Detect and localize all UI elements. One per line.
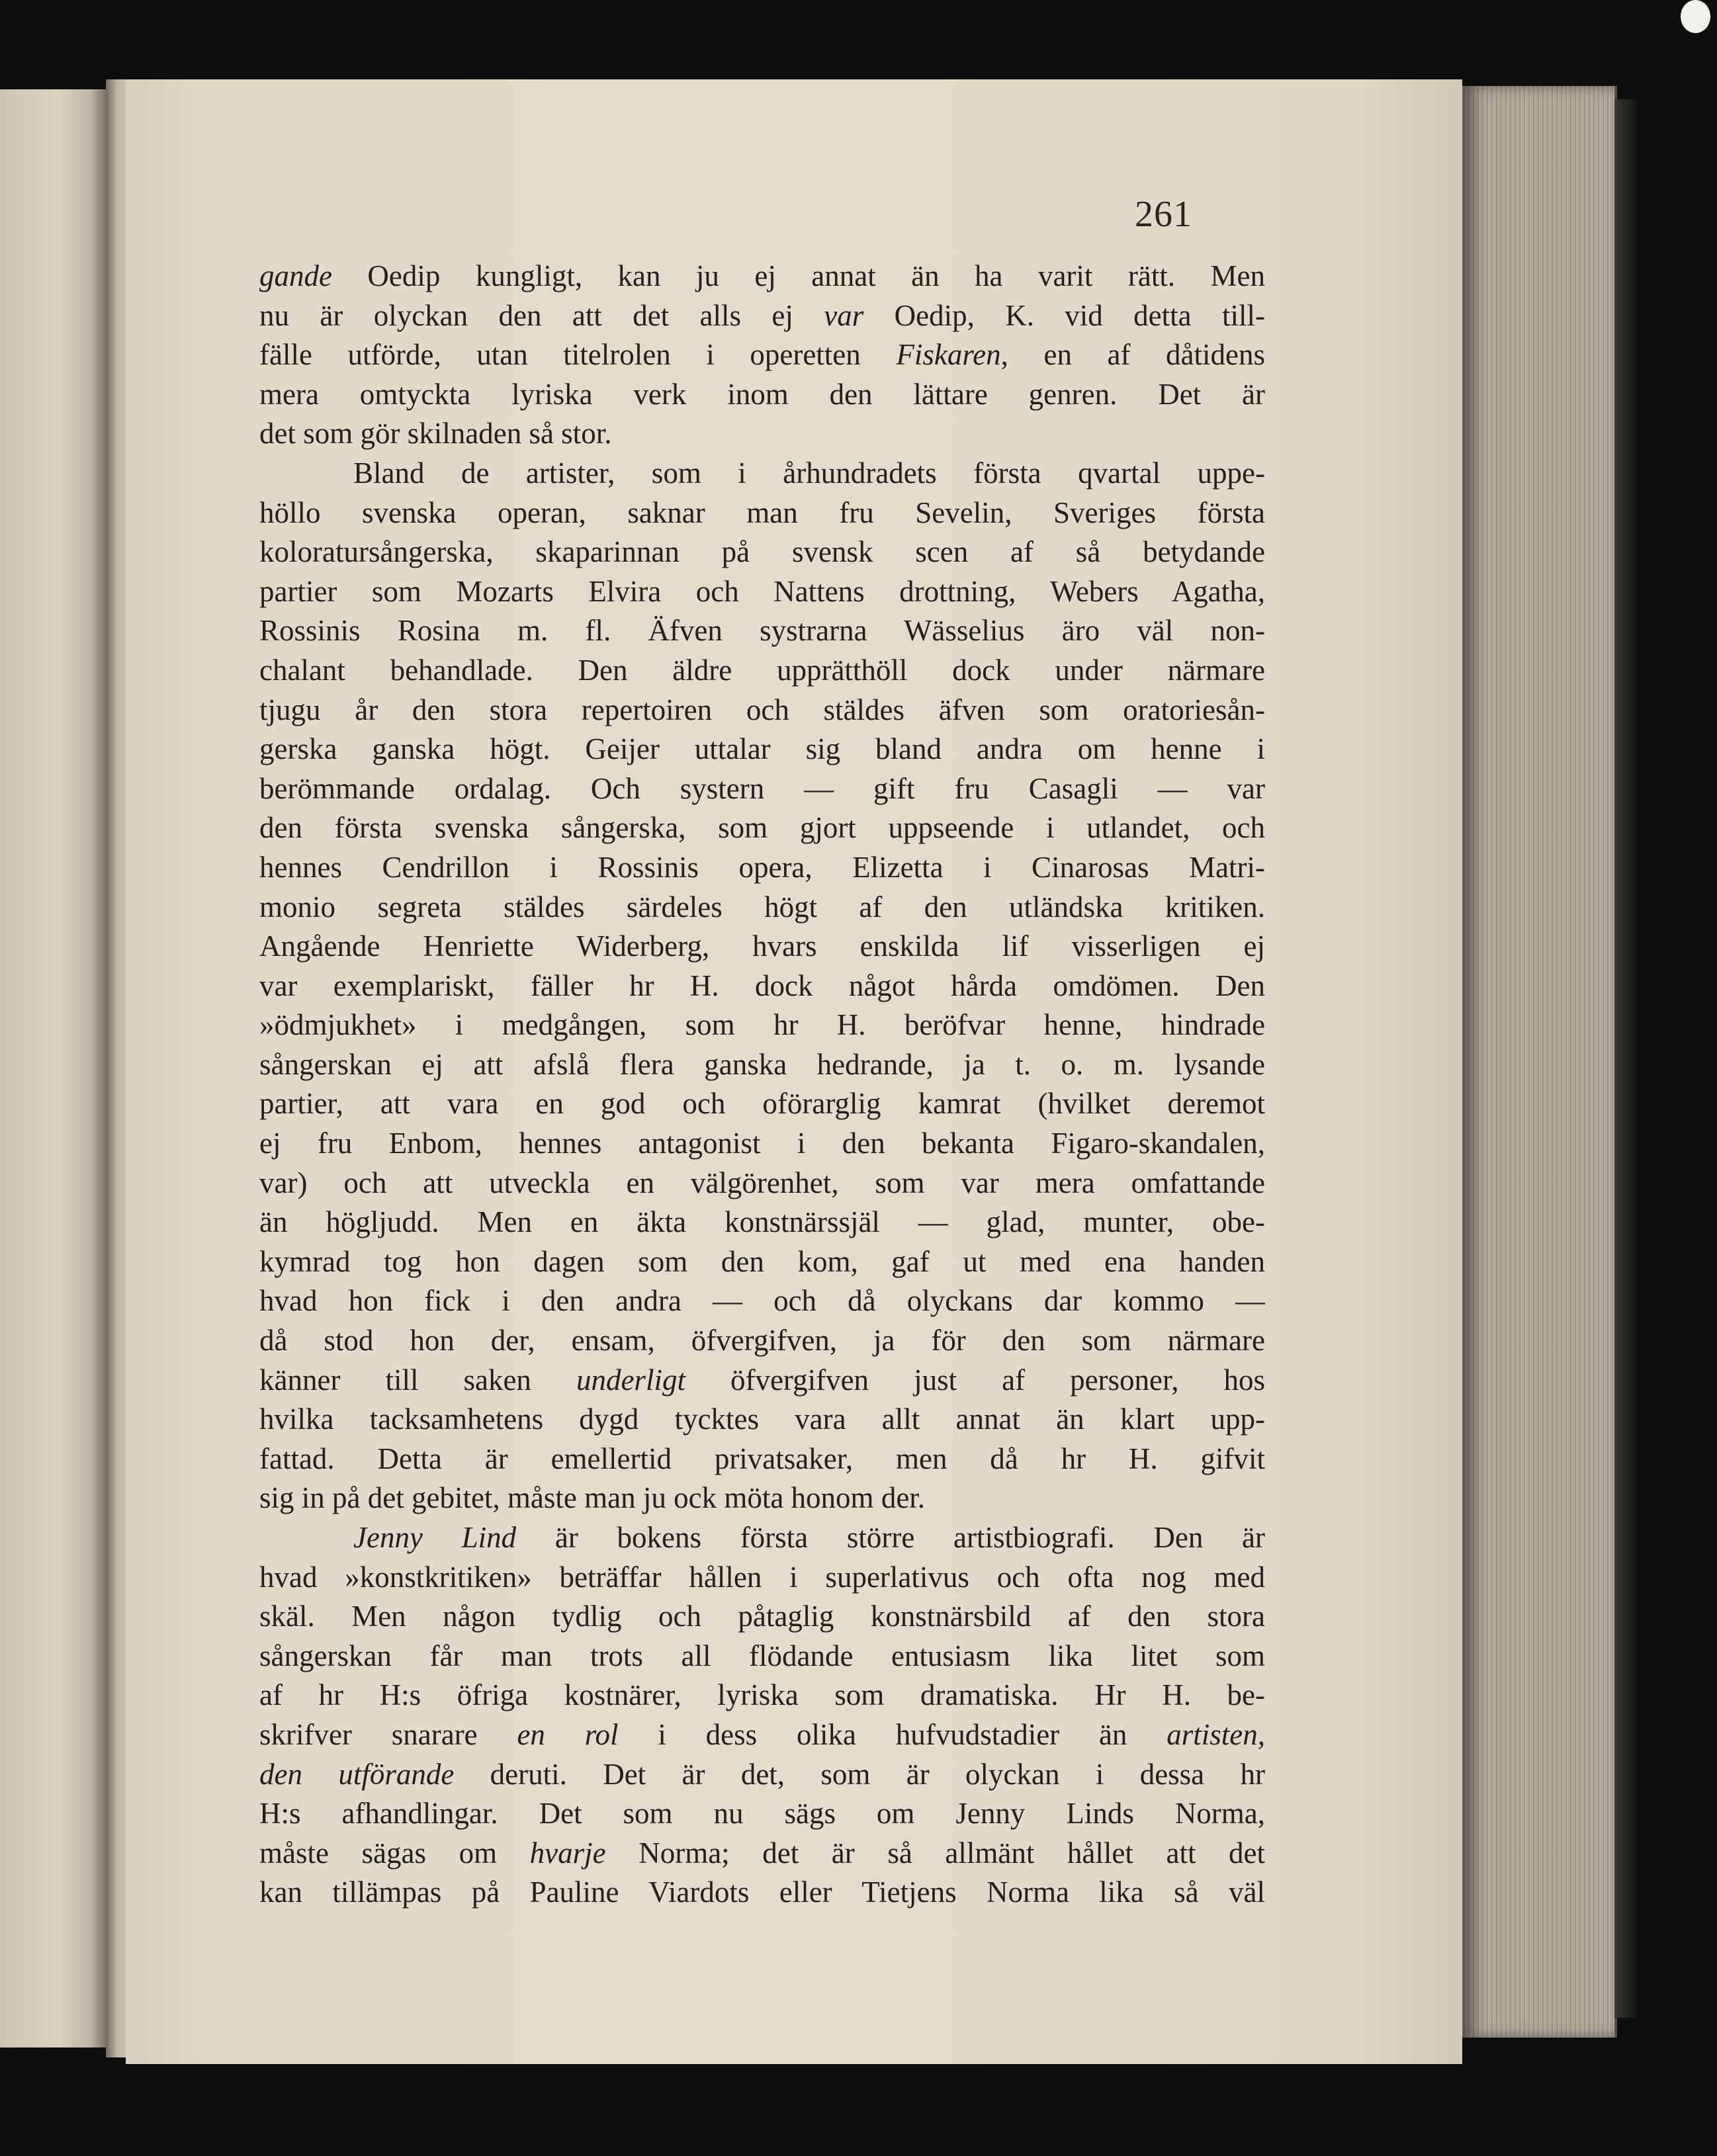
text-span: Oedip, K. vid detta till-: [863, 298, 1265, 332]
italic-text: en rol: [517, 1717, 619, 1751]
text-span: fälle utförde, utan titelrolen i operetten: [259, 338, 897, 372]
text-span: höllo svenska operan, saknar man fru Sevelin, Sveriges första: [259, 496, 1265, 529]
text-line: [259, 572, 1265, 612]
text-line: [259, 296, 1265, 336]
text-span: partier, att vara en god och oförarglig kamrat (hvilket deremot: [259, 1087, 1265, 1121]
text-line: [259, 494, 1265, 533]
italic-text: Fiskaren: [896, 338, 1001, 372]
text-line: [259, 414, 1265, 454]
text-span: mera omtyckta lyriska verk inom den lättare genren. Det är: [259, 377, 1265, 411]
text-line: [259, 1164, 1265, 1203]
text-line: [259, 1834, 1265, 1874]
text-line: [259, 1242, 1265, 1282]
corner-glare: [1681, 0, 1710, 33]
body-text: [259, 257, 1265, 1913]
text-span: hvilka tacksamhetens dygd tycktes vara allt annat än klart upp-: [259, 1402, 1265, 1436]
text-span: gerska ganska högt. Geijer uttalar sig bland andra om henne i: [259, 732, 1265, 766]
text-span: Oedip kungligt, kan ju ej annat än ha varit rätt. Men: [331, 259, 1265, 292]
text-line: [259, 1479, 1265, 1518]
text-line: [259, 1006, 1265, 1045]
text-span: berömmande ordalag. Och systern — gift fru Casagli — var: [259, 771, 1265, 805]
text-line: [259, 1361, 1265, 1401]
text-line: [259, 375, 1265, 415]
text-line: [259, 848, 1265, 888]
text-span: fattad. Detta är emellertid privatsaker, men då hr H. gifvit: [259, 1442, 1265, 1475]
text-line: [259, 1518, 1265, 1558]
text-line: [259, 257, 1265, 296]
text-span: sig in på det gebitet, måste man ju ock möta honom der.: [259, 1481, 926, 1515]
text-span: H:s afhandlingar. Det som nu sägs om Jenny Linds Norma,: [259, 1797, 1265, 1831]
text-line: [259, 1676, 1265, 1715]
text-span: då stod hon der, ensam, öfvergifven, ja för den som närmare: [259, 1324, 1265, 1358]
text-line: [259, 769, 1265, 809]
italic-text: Jenny Lind: [353, 1521, 517, 1554]
text-line: [259, 1321, 1265, 1361]
text-line: [259, 1637, 1265, 1676]
text-span: deruti. Det är det, som är olyckan i dessa hr: [454, 1757, 1265, 1791]
book-shadow: [1614, 99, 1641, 2018]
text-line: [259, 808, 1265, 848]
text-line: [259, 651, 1265, 691]
text-span: koloratursångerska, skaparinnan på svensk scen af så betydande: [259, 535, 1265, 569]
text-span: af hr H:s öfriga kostnärer, lyriska som dramatiska. Hr H. be-: [259, 1678, 1265, 1712]
text-span: Norma; det är så allmänt hållet att det: [605, 1836, 1265, 1870]
text-span: måste sägas om: [259, 1836, 530, 1870]
text-span: Angående Henriette Widerberg, hvars enskilda lif visserligen ej: [259, 929, 1265, 963]
text-span: tjugu år den stora repertoiren och stäldes äfven som oratoriesån-: [259, 693, 1265, 726]
text-line: [259, 1045, 1265, 1085]
text-line: [259, 967, 1265, 1006]
italic-text: den utförande: [259, 1757, 455, 1791]
text-span: , en af dåtidens: [1000, 338, 1265, 372]
text-span: kan tillämpas på Pauline Viardots eller Tietjens Norma lika så väl: [259, 1876, 1265, 1909]
italic-text: hvarje: [529, 1836, 606, 1870]
text-span: nu är olyckan den att det alls ej: [259, 298, 824, 332]
text-span: Rossinis Rosina m. fl. Äfven systrarna Wässelius äro väl non-: [259, 614, 1265, 648]
italic-text: gande: [259, 259, 332, 292]
text-span: öfvergifven just af personer, hos: [685, 1363, 1265, 1397]
text-line: [259, 1084, 1265, 1124]
text-line: [259, 1440, 1265, 1479]
text-line: [259, 927, 1265, 967]
text-line: [259, 1281, 1265, 1321]
page-block-edge: [1462, 86, 1617, 2038]
text-line: [259, 691, 1265, 730]
text-span: sångerskan får man trots all flödande entusiasm lika litet som: [259, 1639, 1265, 1672]
text-span: skrifver snarare: [259, 1717, 517, 1751]
text-span: känner till saken: [259, 1363, 576, 1397]
text-span: är bokens första större artistbiografi. Den är: [516, 1521, 1265, 1554]
left-page-edge: [0, 89, 106, 2048]
text-span: än högljudd. Men en äkta konstnärssjäl — glad, munter, obe-: [259, 1205, 1265, 1239]
text-line: [259, 888, 1265, 927]
text-line: [259, 1558, 1265, 1598]
text-span: monio segreta stäldes särdeles högt af den utländska kritiken.: [259, 890, 1265, 924]
text-line: [259, 730, 1265, 769]
text-line: [259, 335, 1265, 375]
italic-text: var: [824, 298, 864, 332]
text-span: skäl. Men någon tydlig och påtaglig konstnärsbild af den stora: [259, 1600, 1265, 1633]
text-line: [259, 1203, 1265, 1242]
text-line: [259, 1597, 1265, 1637]
italic-text: underligt: [576, 1363, 685, 1397]
text-span: det som gör skilnaden så stor.: [259, 417, 612, 451]
text-span: var exemplariskt, fäller hr H. dock något hårda omdömen. Den: [259, 969, 1265, 1002]
text-span: hvad hon fick i den andra — och då olyckans dar kommo —: [259, 1284, 1265, 1318]
text-span: hennes Cendrillon i Rossinis opera, Elizetta i Cinarosas Matri-: [259, 850, 1265, 884]
text-span: den första svenska sångerska, som gjort uppseende i utlandet, och: [259, 811, 1265, 845]
text-line: [259, 454, 1265, 494]
text-span: i dess olika hufvudstadier än: [618, 1717, 1167, 1751]
text-span: sångerskan ej att afslå flera ganska hedrande, ja t. o. m. lysande: [259, 1047, 1265, 1081]
text-line: [259, 533, 1265, 572]
text-span: partier som Mozarts Elvira och Nattens drottning, Webers Agatha,: [259, 574, 1265, 608]
text-span: Bland de artister, som i århundradets första qvartal uppe-: [353, 456, 1265, 490]
italic-text: artisten,: [1167, 1717, 1265, 1751]
text-line: [259, 1715, 1265, 1755]
text-span: chalant behandlade. Den äldre upprätthöll dock under närmare: [259, 653, 1265, 687]
text-span: ej fru Enbom, hennes antagonist i den bekanta Figaro-skandalen,: [259, 1127, 1265, 1160]
text-line: [259, 1873, 1265, 1913]
text-line: [259, 611, 1265, 651]
text-span: kymrad tog hon dagen som den kom, gaf ut med ena handen: [259, 1244, 1265, 1278]
text-line: [259, 1124, 1265, 1164]
text-span: hvad »konstkritiken» beträffar hållen i superlativus och ofta nog med: [259, 1560, 1265, 1594]
text-span: »ödmjukhet» i medgången, som hr H. beröfvar henne, hindrade: [259, 1008, 1265, 1042]
text-line: [259, 1400, 1265, 1440]
text-line: [259, 1755, 1265, 1795]
page-number: 261: [1135, 194, 1192, 235]
text-span: var) och att utveckla en välgörenhet, som var mera omfattande: [259, 1166, 1265, 1199]
text-line: [259, 1794, 1265, 1834]
